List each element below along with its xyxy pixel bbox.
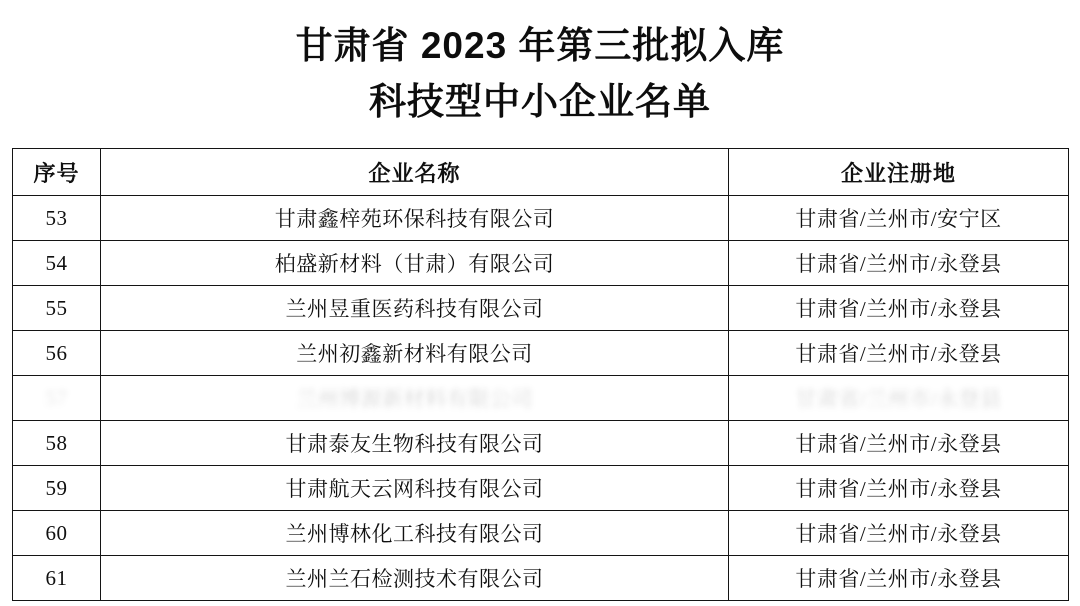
table-row — [13, 466, 1069, 511]
cell-company-name: 兰州博源新材料有限公司 — [101, 376, 729, 421]
column-header-index: 序号 — [13, 149, 101, 196]
table-row — [13, 556, 1069, 601]
cell-company-name: 柏盛新材料（甘肃）有限公司 — [101, 241, 729, 286]
cell-company-name: 甘肃航天云网科技有限公司 — [101, 466, 729, 511]
company-listing-table — [12, 148, 1069, 601]
cell-registration-place: 甘肃省/兰州市/永登县 — [729, 331, 1069, 376]
column-header-company-name: 企业名称 — [101, 149, 729, 196]
table-row — [13, 331, 1069, 376]
cell-index: 56 — [13, 331, 101, 376]
column-header-registration-place: 企业注册地 — [729, 149, 1069, 196]
table-header-row — [13, 149, 1069, 196]
cell-registration-place: 甘肃省/兰州市/永登县 — [729, 376, 1069, 421]
cell-index: 54 — [13, 241, 101, 286]
cell-registration-place: 甘肃省/兰州市/安宁区 — [729, 196, 1069, 241]
cell-index: 61 — [13, 556, 101, 601]
table-head — [13, 149, 1069, 196]
cell-registration-place: 甘肃省/兰州市/永登县 — [729, 286, 1069, 331]
table-row — [13, 421, 1069, 466]
table-row — [13, 511, 1069, 556]
cell-registration-place: 甘肃省/兰州市/永登县 — [729, 511, 1069, 556]
cell-index: 53 — [13, 196, 101, 241]
cell-company-name: 兰州博林化工科技有限公司 — [101, 511, 729, 556]
cell-company-name: 甘肃泰友生物科技有限公司 — [101, 421, 729, 466]
cell-index: 58 — [13, 421, 101, 466]
table-row — [13, 286, 1069, 331]
cell-company-name: 兰州兰石检测技术有限公司 — [101, 556, 729, 601]
table-row — [13, 196, 1069, 241]
cell-company-name: 甘肃鑫梓苑环保科技有限公司 — [101, 196, 729, 241]
table-body — [13, 196, 1069, 601]
page-title-line-2: 科技型中小企业名单 — [369, 81, 711, 122]
table-row — [13, 376, 1069, 421]
cell-registration-place: 甘肃省/兰州市/永登县 — [729, 421, 1069, 466]
cell-registration-place: 甘肃省/兰州市/永登县 — [729, 556, 1069, 601]
cell-company-name: 兰州初鑫新材料有限公司 — [101, 331, 729, 376]
cell-index: 59 — [13, 466, 101, 511]
cell-index: 60 — [13, 511, 101, 556]
cell-registration-place: 甘肃省/兰州市/永登县 — [729, 466, 1069, 511]
cell-registration-place: 甘肃省/兰州市/永登县 — [729, 241, 1069, 286]
page-title — [0, 0, 1080, 130]
page-title-line-1: 甘肃省 2023 年第三批拟入库 — [295, 25, 785, 66]
table-row — [13, 241, 1069, 286]
company-listing-table-wrap — [12, 148, 1068, 601]
cell-company-name: 兰州昱重医药科技有限公司 — [101, 286, 729, 331]
cell-index: 55 — [13, 286, 101, 331]
cell-index: 57 — [13, 376, 101, 421]
